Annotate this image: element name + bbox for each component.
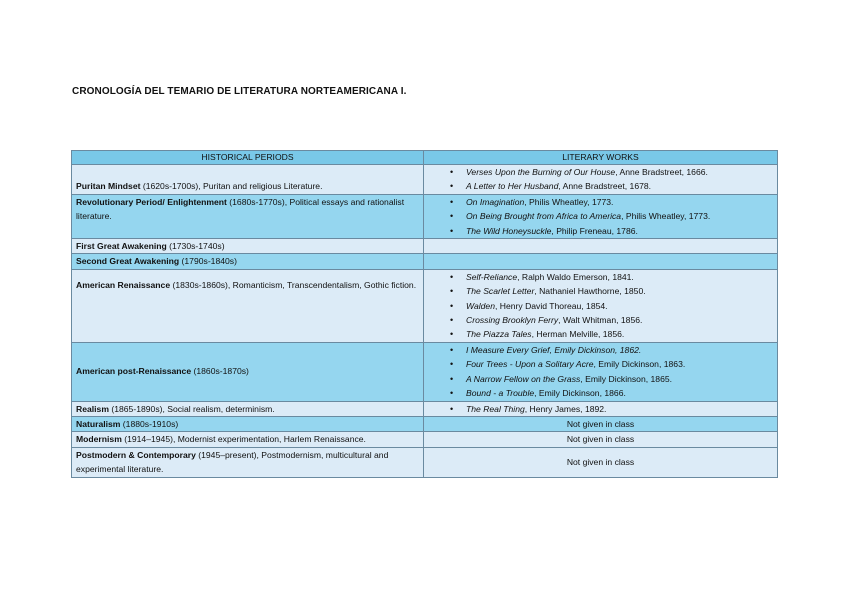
works-cell [424,194,778,238]
work-title: The Scarlet Letter [466,286,535,297]
period-name: Realism [76,403,109,414]
work-title: A Narrow Fellow on the Grass [466,373,581,384]
work-title: On Imagination [466,196,525,207]
work-title: Bound - a Trouble [466,388,535,399]
list-item [428,313,773,327]
work-author-year: , Emily Dickinson, 1866. [534,388,626,399]
work-author-year: , Ralph Waldo Emerson, 1841. [517,271,634,282]
period-cell [72,269,424,342]
period-cell [72,416,424,431]
list-item [428,179,773,193]
list-item [428,357,773,371]
period-description: (1880s-1910s) [120,418,179,429]
period-name: First Great Awakening [76,241,167,252]
work-author-year: , Herman Melville, 1856. [531,329,625,340]
table-row [72,194,778,238]
period-description: (1830s-1860s), Romanticism, Transcendentalism, Gothic fiction. [170,279,417,290]
work-author-year: , Philip Freneau, 1786. [551,225,638,236]
list-item [428,209,773,223]
work-author-year: , Henry David Thoreau, 1854. [494,300,608,311]
list-item [428,386,773,400]
list-item [428,343,773,357]
period-name: Postmodern & Contemporary [76,449,196,460]
work-title: Four Trees - Upon a Solitary Acre [466,359,594,370]
header-literary-works: LITERARY WORKS [424,151,778,165]
table-row [72,342,778,401]
period-description: (1914–1945), Modernist experimentation, Harlem Renaissance. [121,434,366,445]
work-author-year: , Nathaniel Hawthorne, 1850. [534,286,646,297]
table-row [72,416,778,431]
table-row [72,401,778,416]
work-title: Self-Reliance [466,271,518,282]
period-name: American Renaissance [76,279,171,290]
list-item [428,224,773,238]
period-cell [72,239,424,254]
work-title: The Wild Honeysuckle [466,225,552,236]
period-cell [72,165,424,195]
work-title: The Piazza Tales [466,329,532,340]
list-item [428,372,773,386]
page-title: CRONOLOGÍA DEL TEMARIO DE LITERATURA NORTEAMERICANA I. [72,86,407,97]
work-title: Walden [466,300,495,311]
work-title: I Measure Every Grief, Emily Dickinson, 1862. [466,344,642,355]
works-list [428,343,773,401]
work-author-year: , Philis Wheatley, 1773. [621,211,711,222]
period-name: Second Great Awakening [76,256,180,267]
table-row [72,165,778,195]
work-author-year: , Henry James, 1892. [524,403,607,414]
works-list [428,165,773,194]
not-given-note: Not given in class [424,432,778,447]
works-cell [424,342,778,401]
period-description: (1730s-1740s) [166,241,225,252]
not-given-note: Not given in class [424,447,778,477]
works-list [428,270,773,342]
list-item [428,165,773,179]
work-title: On Being Brought from Africa to America [466,211,622,222]
period-name: Revolutionary Period/ Enlightenment [76,196,227,207]
period-name: Puritan Mindset [76,181,141,192]
period-cell [72,254,424,269]
period-description: (1680s-1770s), Political essays and rationalist literature. [76,196,405,222]
works-list [428,402,773,416]
works-cell [424,165,778,195]
table-row [72,269,778,342]
period-cell [72,342,424,401]
period-description: (1620s-1700s), Puritan and religious Literature. [140,181,323,192]
list-item [428,299,773,313]
table-row [72,254,778,269]
work-author-year: , Anne Bradstreet, 1678. [558,181,652,192]
table-header-row [72,151,778,165]
period-description: (1865-1890s), Social realism, determinism. [108,403,275,414]
work-author-year: , Anne Bradstreet, 1666. [615,167,708,177]
chronology-table [71,150,778,478]
work-title: A Letter to Her Husband [466,181,559,192]
work-title: Verses Upon the Burning of Our House [466,167,616,177]
works-list [428,195,773,238]
work-title: The Real Thing [466,403,525,414]
period-cell [72,401,424,416]
work-author-year: , Emily Dickinson, 1865. [580,373,673,384]
period-name: Modernism [76,434,122,445]
work-author-year: , Walt Whitman, 1856. [558,315,643,326]
table-row [72,432,778,447]
period-description: (1860s-1870s) [191,366,249,377]
list-item [428,284,773,298]
work-title: Crossing Brooklyn Ferry [466,315,559,326]
period-cell [72,432,424,447]
works-cell [424,239,778,254]
work-author-year: , Philis Wheatley, 1773. [524,196,614,207]
period-name: Naturalism [76,418,121,429]
not-given-note: Not given in class [424,416,778,431]
period-name: American post-Renaissance [76,366,192,377]
period-cell [72,447,424,477]
header-historical-periods: HISTORICAL PERIODS [72,151,424,165]
period-description: (1945–present), Postmodernism, multicultural and experimental literature. [76,449,389,475]
period-description: (1790s-1840s) [179,256,237,267]
table-row [72,447,778,477]
works-cell [424,269,778,342]
period-cell [72,194,424,238]
list-item [428,327,773,341]
works-cell [424,401,778,416]
list-item [428,270,773,284]
work-author-year: , Emily Dickinson, 1863. [593,359,686,370]
list-item [428,195,773,209]
list-item [428,402,773,416]
works-cell [424,254,778,269]
table-row [72,239,778,254]
